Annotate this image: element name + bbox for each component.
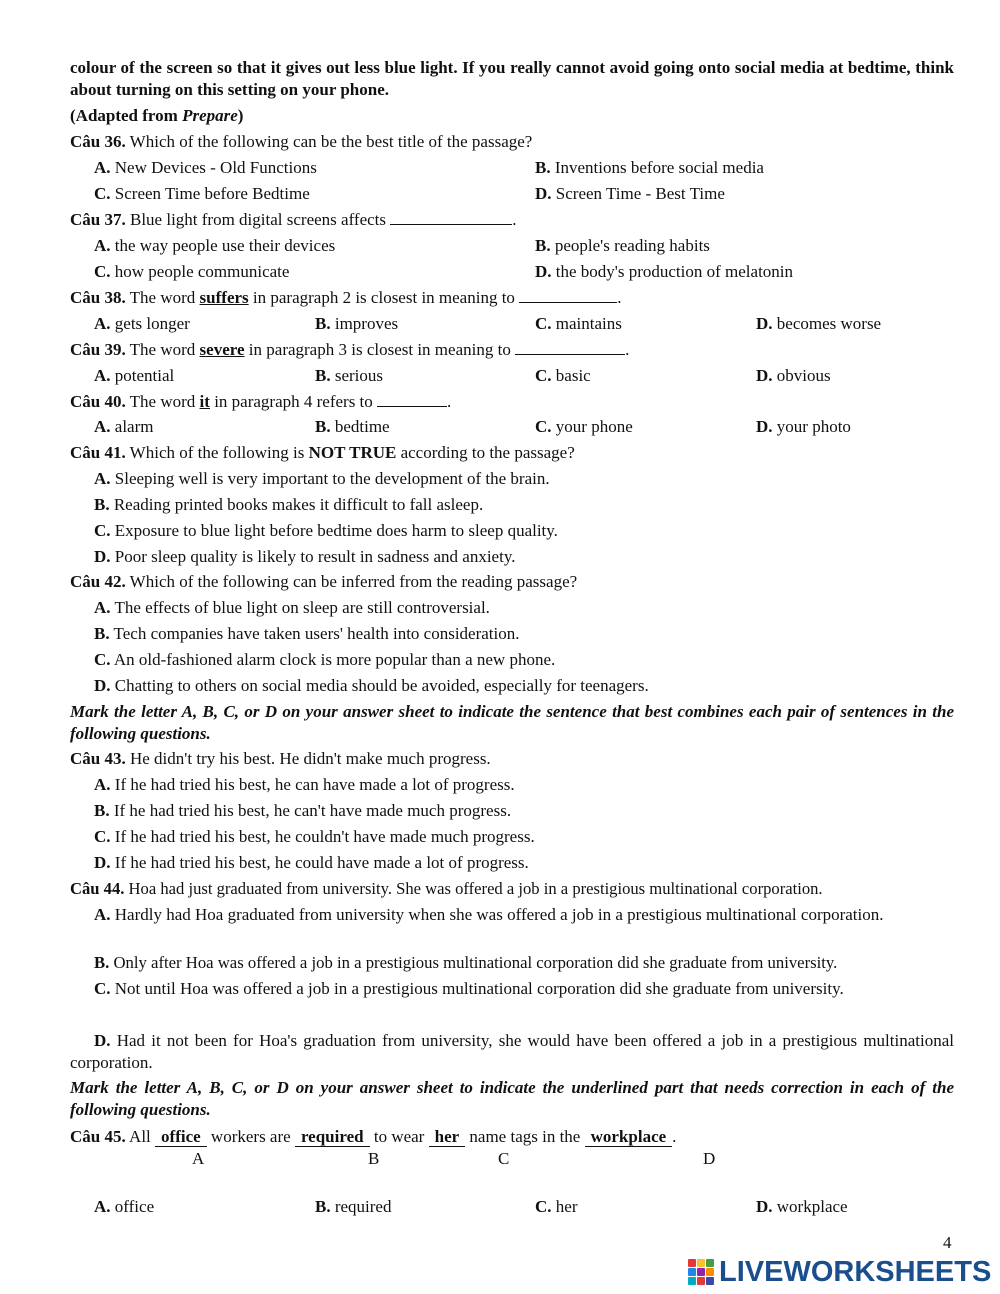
q37-option-c[interactable]: C. how people communicate: [94, 262, 290, 281]
q36-option-d[interactable]: D. Screen Time - Best Time: [535, 184, 725, 203]
q45-option-b[interactable]: B. required: [315, 1197, 392, 1216]
question-38: Câu 38. The word suffers in paragraph 2 is closest in meaning to .: [70, 288, 622, 307]
page-number: 4: [943, 1233, 952, 1252]
question-42: Câu 42. Which of the following can be inferred from the reading passage?: [70, 572, 578, 591]
q41-option-c[interactable]: C. Exposure to blue light before bedtime does harm to sleep quality.: [94, 521, 558, 540]
q42-option-b[interactable]: B. Tech companies have taken users' health into consideration.: [94, 624, 520, 643]
logo-tile: [697, 1259, 705, 1267]
q36-option-b[interactable]: B. Inventions before social media: [535, 158, 764, 177]
question-39: Câu 39. The word severe in paragraph 3 is closest in meaning to .: [70, 340, 630, 359]
passage-ending: colour of the screen so that it gives out less blue light. If you really cannot avoid going onto social media at bedtime, think about turning on this setting on your phone.: [70, 58, 954, 99]
q42-option-d[interactable]: D. Chatting to others on social media should be avoided, especially for teenagers.: [94, 676, 649, 695]
q39-option-b[interactable]: B. serious: [315, 366, 384, 385]
q42-option-c[interactable]: C. An old-fashioned alarm clock is more popular than a new phone.: [94, 650, 556, 669]
q43-option-c[interactable]: C. If he had tried his best, he couldn't have made much progress.: [94, 827, 535, 846]
question-36: Câu 36. Which of the following can be the best title of the passage?: [70, 132, 533, 151]
question-40: Câu 40. The word it in paragraph 4 refers to .: [70, 392, 452, 411]
logo-tile: [706, 1259, 714, 1267]
logo-tile: [697, 1268, 705, 1276]
underlined-part-c: her: [429, 1127, 466, 1147]
logo-tile: [688, 1268, 696, 1276]
underlined-part-d: workplace: [585, 1127, 673, 1147]
q43-option-b[interactable]: B. If he had tried his best, he can't have made much progress.: [94, 801, 512, 820]
q44-option-d[interactable]: D. Had it not been for Hoa's graduation from university, she would have been offered a job in a prestigious multinational corporation.: [70, 1031, 954, 1072]
q41-option-b[interactable]: B. Reading printed books makes it difficult to fall asleep.: [94, 495, 484, 514]
q40-option-a[interactable]: A. alarm: [94, 417, 154, 436]
logo-tile: [706, 1268, 714, 1276]
q42-option-a[interactable]: A. The effects of blue light on sleep are still controversial.: [94, 598, 490, 617]
logo-tile: [697, 1277, 705, 1285]
q40-option-b[interactable]: B. bedtime: [315, 417, 390, 436]
q41-option-d[interactable]: D. Poor sleep quality is likely to result in sadness and anxiety.: [94, 547, 516, 566]
q37-option-a[interactable]: A. the way people use their devices: [94, 236, 336, 255]
part-letter-b: B: [368, 1149, 380, 1168]
q36-option-a[interactable]: A. New Devices - Old Functions: [94, 158, 317, 177]
q39-option-a[interactable]: A. potential: [94, 366, 175, 385]
liveworksheets-logo-icon: [688, 1259, 716, 1285]
q38-option-d[interactable]: D. becomes worse: [756, 314, 882, 333]
question-44: Câu 44. Hoa had just graduated from university. She was offered a job in a prestigious multinational corporation.: [70, 879, 823, 898]
q45-option-c[interactable]: C. her: [535, 1197, 578, 1216]
question-43: Câu 43. He didn't try his best. He didn't make much progress.: [70, 749, 491, 768]
answer-blank: [377, 391, 447, 407]
underlined-part-a: office: [155, 1127, 207, 1147]
q38-option-a[interactable]: A. gets longer: [94, 314, 190, 333]
part-letter-c: C: [498, 1149, 510, 1168]
question-37: Câu 37. Blue light from digital screens affects .: [70, 210, 517, 229]
question-45: Câu 45. All office workers are required to wear her name tags in the workplace .: [70, 1127, 677, 1146]
part-letter-d: D: [703, 1149, 716, 1168]
liveworksheets-watermark[interactable]: [688, 1257, 991, 1287]
q38-option-b[interactable]: B. improves: [315, 314, 399, 333]
question-41: Câu 41. Which of the following is NOT TRUE according to the passage?: [70, 443, 575, 462]
part-letter-a: A: [192, 1149, 205, 1168]
answer-blank: [515, 339, 625, 355]
logo-tile: [706, 1277, 714, 1285]
q44-option-a[interactable]: A. Hardly had Hoa graduated from university when she was offered a job in a prestigious multinational corporation.: [94, 905, 884, 924]
q39-option-c[interactable]: C. basic: [535, 366, 591, 385]
q44-option-c[interactable]: C. Not until Hoa was offered a job in a prestigious multinational corporation did she graduate from university.: [94, 979, 844, 998]
q45-option-a[interactable]: A. office: [94, 1197, 155, 1216]
q43-option-d[interactable]: D. If he had tried his best, he could have made a lot of progress.: [94, 853, 529, 872]
q39-option-d[interactable]: D. obvious: [756, 366, 831, 385]
q43-option-a[interactable]: A. If he had tried his best, he can have made a lot of progress.: [94, 775, 515, 794]
instruction-correction: Mark the letter A, B, C, or D on your answer sheet to indicate the underlined part that needs correction in each of the following questions.: [70, 1078, 954, 1119]
q37-option-d[interactable]: D. the body's production of melatonin: [535, 262, 794, 281]
logo-tile: [688, 1277, 696, 1285]
q37-option-b[interactable]: B. people's reading habits: [535, 236, 710, 255]
source-citation: (Adapted from Prepare): [70, 106, 244, 125]
q40-option-d[interactable]: D. your photo: [756, 417, 851, 436]
q41-option-a[interactable]: A. Sleeping well is very important to the development of the brain.: [94, 469, 550, 488]
q36-option-c[interactable]: C. Screen Time before Bedtime: [94, 184, 310, 203]
answer-blank: [390, 209, 512, 225]
watermark-text: LIVEWORKSHEETS: [719, 1255, 992, 1288]
instruction-combine: Mark the letter A, B, C, or D on your answer sheet to indicate the sentence that best combines each pair of sentences in the following questions.: [70, 702, 954, 743]
q45-option-d[interactable]: D. workplace: [756, 1197, 848, 1216]
q44-option-b[interactable]: B. Only after Hoa was offered a job in a prestigious multinational corporation did she graduate from university.: [94, 953, 838, 972]
q40-option-c[interactable]: C. your phone: [535, 417, 633, 436]
q38-option-c[interactable]: C. maintains: [535, 314, 622, 333]
answer-blank: [519, 287, 617, 303]
underlined-part-b: required: [295, 1127, 370, 1147]
logo-tile: [688, 1259, 696, 1267]
